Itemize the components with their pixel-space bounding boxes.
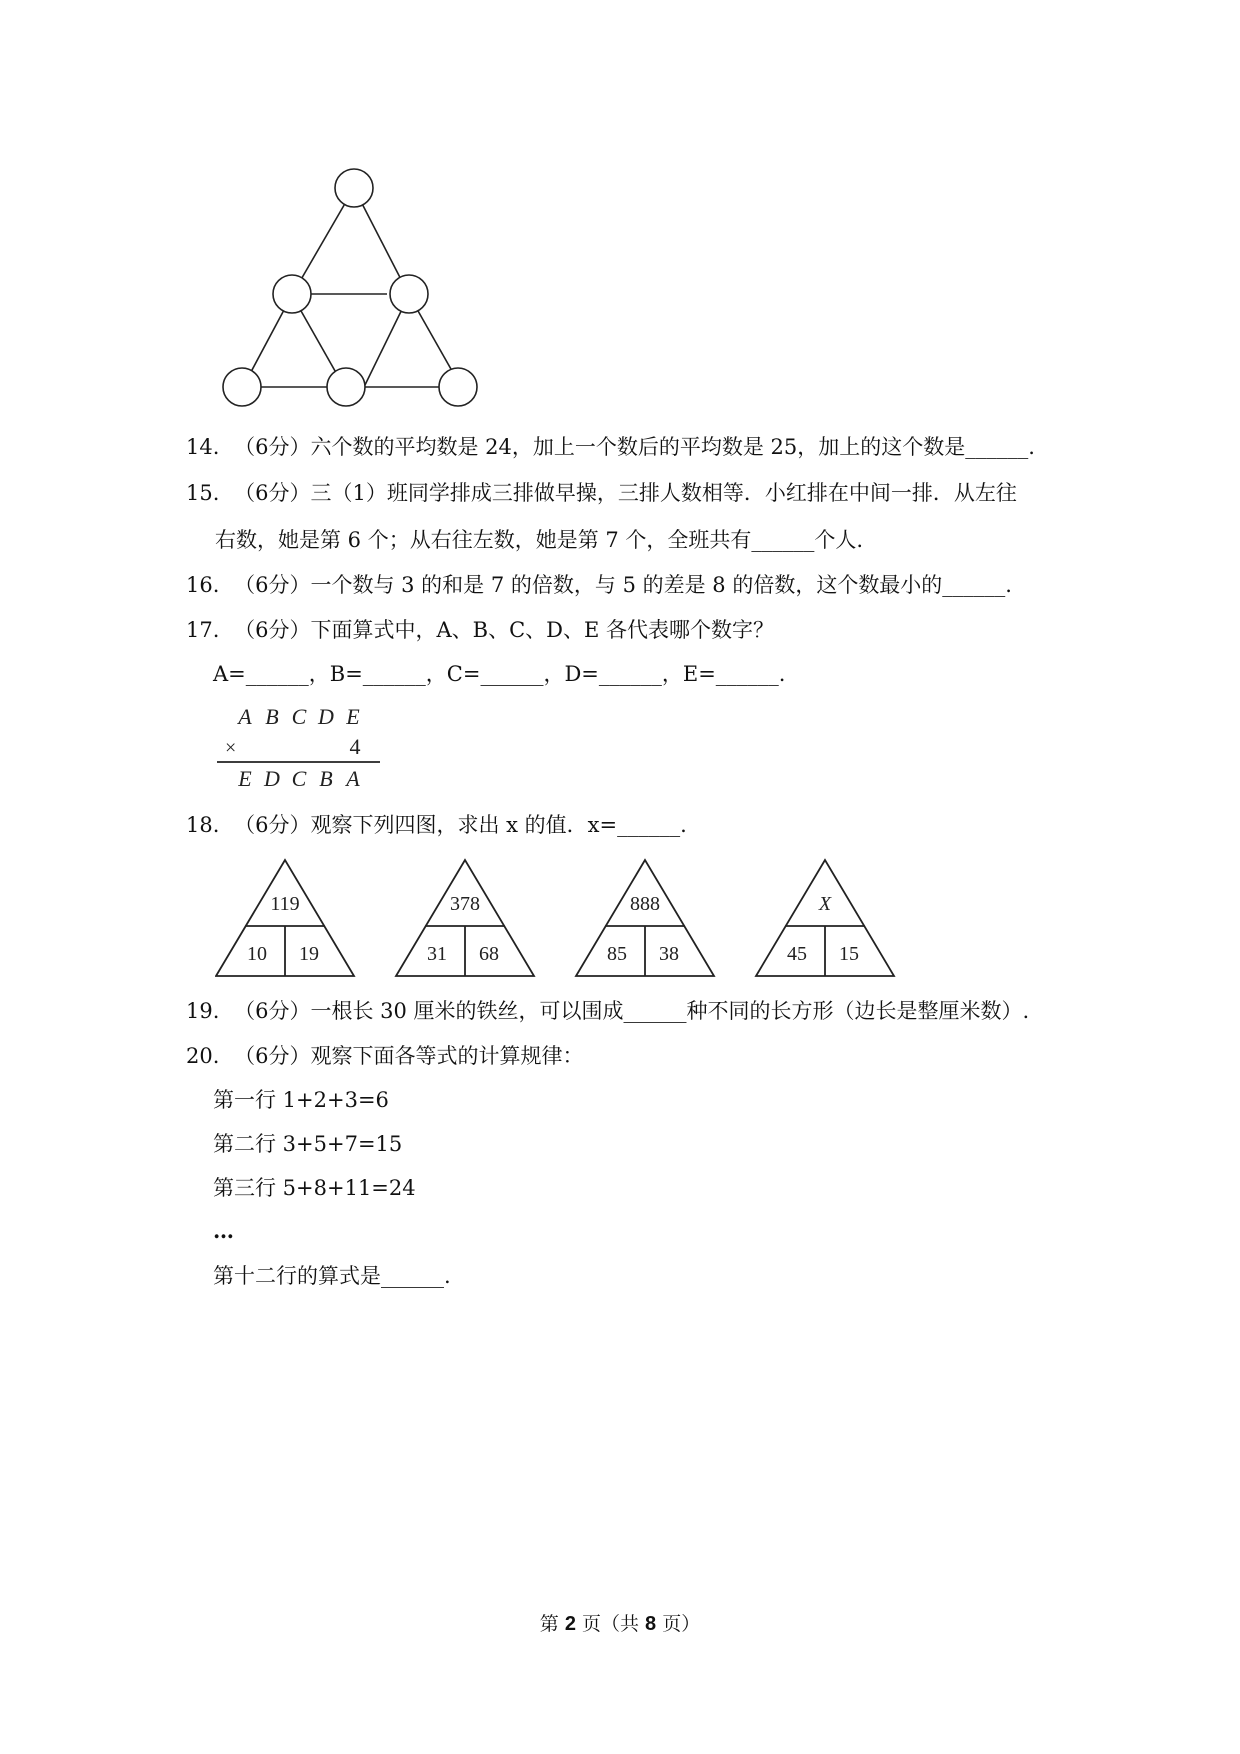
circle-node-middle-left	[273, 275, 311, 313]
question-number: 18.	[186, 813, 220, 837]
triangle-right-value: 68	[479, 943, 499, 965]
footer-middle: 页（共	[575, 1613, 646, 1635]
triangle-top-value: X	[818, 893, 832, 915]
product-digit: D	[264, 766, 280, 791]
footer-prefix: 第	[539, 1613, 565, 1635]
multiplicand-digit: A	[238, 704, 252, 729]
product-digit: C	[291, 766, 307, 791]
question-text: 下面算式中，A、B、C、D、E 各代表哪个数字？	[310, 618, 774, 642]
circle-node-bottom-middle	[327, 368, 365, 406]
multiplicand-digit: B	[265, 704, 279, 729]
question-score: （6分）	[234, 573, 311, 597]
answer-blanks: A=______，B=______，C=______，D=______，E=______.	[213, 662, 786, 686]
number-triangle	[756, 860, 894, 976]
product-digit: E	[238, 766, 252, 791]
question-text: 观察下列四图，求出 x 的值．x=______.	[310, 813, 687, 837]
times-sign: ×	[225, 737, 237, 759]
question-17	[186, 617, 774, 643]
question-score: （6分）	[234, 618, 311, 642]
page-footer	[0, 1612, 1240, 1636]
current-page-number: 2	[564, 1613, 576, 1635]
triangle-top-value: 378	[450, 893, 480, 915]
multiplier: 4	[349, 734, 361, 759]
question-text: 一个数与 3 的和是 7 的倍数，与 5 的差是 8 的倍数，这个数最小的______.	[310, 573, 1012, 597]
question-number: 19.	[186, 999, 220, 1023]
question-15	[186, 480, 1017, 506]
triangle-top-value: 119	[270, 893, 300, 915]
number-triangle	[576, 860, 714, 976]
question-number: 16.	[186, 573, 220, 597]
question-17-answers	[213, 661, 786, 687]
question-score: （6分）	[234, 1044, 311, 1068]
question-20	[186, 1043, 583, 1069]
triangle-top-value: 888	[630, 893, 660, 915]
question-score: （6分）	[234, 481, 311, 505]
multiplicand-digit: C	[291, 704, 307, 729]
triangle-left-value: 31	[427, 943, 447, 965]
equation-row: 第三行 5+8+11=24	[213, 1176, 416, 1200]
triangle-right-value: 15	[839, 943, 859, 965]
circle-node-middle-right	[390, 275, 428, 313]
number-triangles-figure	[215, 858, 935, 980]
question-14	[186, 434, 1035, 460]
triangle-left-value: 45	[787, 943, 807, 965]
question-number: 14.	[186, 435, 220, 459]
question-number: 15.	[186, 481, 220, 505]
circle-node-top	[335, 169, 373, 207]
multiplication-figure	[215, 700, 395, 795]
product-digit: B	[319, 766, 333, 791]
number-triangle	[396, 860, 534, 976]
multiplicand-digit: D	[318, 704, 334, 729]
triangle-right-value: 38	[659, 943, 679, 965]
question-score: （6分）	[234, 435, 311, 459]
question-score: （6分）	[234, 813, 311, 837]
total-page-count: 8	[645, 1613, 657, 1635]
triangle-right-value: 19	[299, 943, 319, 965]
question-text: 右数，她是第 6 个；从右往左数，她是第 7 个，全班共有______个人.	[215, 528, 864, 552]
product-digit: A	[346, 766, 360, 791]
circle-node-bottom-right	[439, 368, 477, 406]
triangle-left-value: 85	[607, 943, 627, 965]
multiplicand-digit: E	[346, 704, 360, 729]
footer-suffix: 页）	[656, 1613, 701, 1635]
question-text: 三（1）班同学排成三排做早操，三排人数相等．小红排在中间一排．从左往	[310, 481, 1017, 505]
question-20-prompt: 第十二行的算式是______.	[213, 1264, 451, 1288]
number-triangle	[216, 860, 354, 976]
circle-triangle-figure	[215, 160, 495, 412]
question-number: 17.	[186, 618, 220, 642]
question-text: 观察下面各等式的计算规律：	[310, 1044, 584, 1068]
question-number: 20.	[186, 1044, 220, 1068]
question-text: 一根长 30 厘米的铁丝，可以围成______种不同的长方形（边长是整厘米数）.	[310, 999, 1030, 1023]
triangle-left-value: 10	[247, 943, 267, 965]
question-text: 六个数的平均数是 24，加上一个数后的平均数是 25，加上的这个数是______.	[310, 435, 1035, 459]
question-18	[186, 812, 687, 838]
ellipsis-row: …	[213, 1218, 234, 1243]
question-16	[186, 572, 1012, 598]
question-15-continued	[215, 527, 863, 553]
question-score: （6分）	[234, 999, 311, 1023]
equation-row: 第一行 1+2+3=6	[213, 1088, 389, 1112]
equation-row: 第二行 3+5+7=15	[213, 1132, 403, 1156]
circle-node-bottom-left	[223, 368, 261, 406]
question-19	[186, 998, 1029, 1024]
